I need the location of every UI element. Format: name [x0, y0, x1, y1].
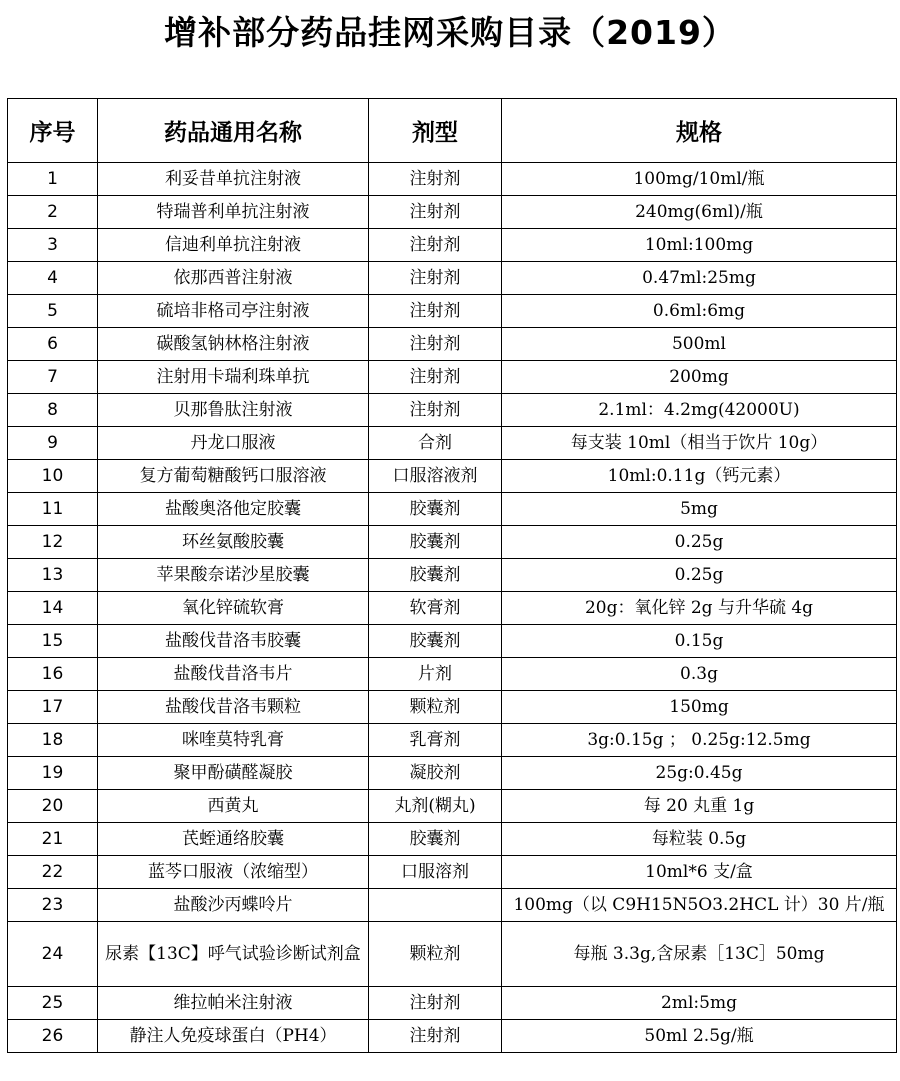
cell-name: 盐酸伐昔洛韦颗粒 [98, 691, 369, 724]
table-row [8, 328, 897, 361]
table-row [8, 295, 897, 328]
cell-no: 1 [8, 163, 98, 196]
header-form: 剂型 [369, 99, 502, 163]
cell-name: 硫培非格司亭注射液 [98, 295, 369, 328]
cell-spec: 50ml 2.5g/瓶 [502, 1020, 897, 1053]
cell-name: 芪蛭通络胶囊 [98, 823, 369, 856]
cell-no: 20 [8, 790, 98, 823]
cell-form: 软膏剂 [369, 592, 502, 625]
cell-no: 12 [8, 526, 98, 559]
table-row [8, 229, 897, 262]
table-row [8, 691, 897, 724]
cell-name: 注射用卡瑞利珠单抗 [98, 361, 369, 394]
cell-no: 7 [8, 361, 98, 394]
table-header-row [8, 99, 897, 163]
cell-form: 颗粒剂 [369, 691, 502, 724]
cell-spec: 0.15g [502, 625, 897, 658]
table-row [8, 856, 897, 889]
cell-form: 注射剂 [369, 295, 502, 328]
cell-name: 复方葡萄糖酸钙口服溶液 [98, 460, 369, 493]
cell-spec: 200mg [502, 361, 897, 394]
cell-form [369, 889, 502, 922]
table-row [8, 592, 897, 625]
table-row [8, 460, 897, 493]
cell-spec: 2ml:5mg [502, 987, 897, 1020]
cell-name: 盐酸伐昔洛韦胶囊 [98, 625, 369, 658]
cell-form: 乳膏剂 [369, 724, 502, 757]
cell-no: 9 [8, 427, 98, 460]
cell-spec: 0.3g [502, 658, 897, 691]
table-row [8, 394, 897, 427]
cell-spec: 150mg [502, 691, 897, 724]
cell-spec: 3g:0.15g ； 0.25g:12.5mg [502, 724, 897, 757]
table-row [8, 262, 897, 295]
cell-spec: 10ml*6 支/盒 [502, 856, 897, 889]
cell-name: 聚甲酚磺醛凝胶 [98, 757, 369, 790]
cell-spec: 500ml [502, 328, 897, 361]
cell-form: 胶囊剂 [369, 493, 502, 526]
cell-no: 6 [8, 328, 98, 361]
cell-name: 信迪利单抗注射液 [98, 229, 369, 262]
cell-name: 维拉帕米注射液 [98, 987, 369, 1020]
cell-spec: 5mg [502, 493, 897, 526]
cell-form: 胶囊剂 [369, 526, 502, 559]
cell-form: 口服溶液剂 [369, 460, 502, 493]
cell-spec: 每瓶 3.3g,含尿素［13C］50mg [502, 922, 897, 987]
cell-no: 22 [8, 856, 98, 889]
cell-form: 合剂 [369, 427, 502, 460]
table-row [8, 790, 897, 823]
header-no: 序号 [8, 99, 98, 163]
table-row [8, 757, 897, 790]
cell-spec: 0.25g [502, 526, 897, 559]
cell-form: 注射剂 [369, 328, 502, 361]
table-row [8, 196, 897, 229]
cell-name: 盐酸奥洛他定胶囊 [98, 493, 369, 526]
cell-spec: 240mg(6ml)/瓶 [502, 196, 897, 229]
table-row [8, 163, 897, 196]
cell-no: 11 [8, 493, 98, 526]
cell-no: 16 [8, 658, 98, 691]
page-title: 增补部分药品挂网采购目录（2019） [164, 13, 736, 52]
cell-spec: 每支装 10ml（相当于饮片 10g） [502, 427, 897, 460]
cell-form: 注射剂 [369, 262, 502, 295]
cell-name: 氧化锌硫软膏 [98, 592, 369, 625]
cell-spec: 0.25g [502, 559, 897, 592]
cell-no: 10 [8, 460, 98, 493]
cell-no: 4 [8, 262, 98, 295]
cell-no: 23 [8, 889, 98, 922]
table-row [8, 625, 897, 658]
table-row [8, 493, 897, 526]
cell-no: 2 [8, 196, 98, 229]
cell-no: 8 [8, 394, 98, 427]
table-row [8, 823, 897, 856]
header-name: 药品通用名称 [98, 99, 369, 163]
cell-name: 碳酸氢钠林格注射液 [98, 328, 369, 361]
cell-form: 注射剂 [369, 163, 502, 196]
cell-form: 丸剂(糊丸) [369, 790, 502, 823]
drug-table [7, 98, 897, 1053]
cell-no: 26 [8, 1020, 98, 1053]
table-row [8, 724, 897, 757]
cell-spec: 每粒装 0.5g [502, 823, 897, 856]
cell-spec: 2.1ml：4.2mg(42000U) [502, 394, 897, 427]
cell-form: 胶囊剂 [369, 823, 502, 856]
cell-spec: 10ml:0.11g（钙元素） [502, 460, 897, 493]
table-row [8, 526, 897, 559]
cell-spec: 每 20 丸重 1g [502, 790, 897, 823]
cell-form: 口服溶剂 [369, 856, 502, 889]
cell-form: 凝胶剂 [369, 757, 502, 790]
cell-name: 尿素【13C】呼气试验诊断试剂盒 [98, 922, 369, 987]
cell-name: 环丝氨酸胶囊 [98, 526, 369, 559]
cell-no: 18 [8, 724, 98, 757]
cell-form: 注射剂 [369, 229, 502, 262]
cell-no: 25 [8, 987, 98, 1020]
cell-no: 21 [8, 823, 98, 856]
cell-no: 3 [8, 229, 98, 262]
cell-spec: 20g：氧化锌 2g 与升华硫 4g [502, 592, 897, 625]
cell-name: 苹果酸奈诺沙星胶囊 [98, 559, 369, 592]
cell-name: 西黄丸 [98, 790, 369, 823]
cell-form: 胶囊剂 [369, 559, 502, 592]
cell-spec: 100mg/10ml/瓶 [502, 163, 897, 196]
cell-no: 17 [8, 691, 98, 724]
cell-name: 咪喹莫特乳膏 [98, 724, 369, 757]
cell-name: 依那西普注射液 [98, 262, 369, 295]
cell-form: 注射剂 [369, 394, 502, 427]
cell-name: 丹龙口服液 [98, 427, 369, 460]
cell-form: 注射剂 [369, 987, 502, 1020]
cell-name: 盐酸沙丙蝶呤片 [98, 889, 369, 922]
header-spec: 规格 [502, 99, 897, 163]
cell-name: 特瑞普利单抗注射液 [98, 196, 369, 229]
cell-spec: 10ml:100mg [502, 229, 897, 262]
cell-form: 胶囊剂 [369, 625, 502, 658]
cell-no: 15 [8, 625, 98, 658]
cell-no: 19 [8, 757, 98, 790]
cell-spec: 25g:0.45g [502, 757, 897, 790]
table-row [8, 987, 897, 1020]
cell-form: 注射剂 [369, 196, 502, 229]
cell-spec: 0.6ml:6mg [502, 295, 897, 328]
cell-form: 注射剂 [369, 1020, 502, 1053]
cell-name: 贝那鲁肽注射液 [98, 394, 369, 427]
cell-spec: 100mg（以 C9H15N5O3.2HCL 计）30 片/瓶 [502, 889, 897, 922]
cell-spec: 0.47ml:25mg [502, 262, 897, 295]
table-row [8, 658, 897, 691]
table-row [8, 889, 897, 922]
cell-no: 5 [8, 295, 98, 328]
cell-form: 片剂 [369, 658, 502, 691]
cell-no: 13 [8, 559, 98, 592]
table-row [8, 427, 897, 460]
cell-no: 24 [8, 922, 98, 987]
table-row [8, 1020, 897, 1053]
table-row [8, 922, 897, 987]
table-row [8, 361, 897, 394]
cell-form: 注射剂 [369, 361, 502, 394]
cell-name: 利妥昔单抗注射液 [98, 163, 369, 196]
table-row [8, 559, 897, 592]
cell-form: 颗粒剂 [369, 922, 502, 987]
cell-no: 14 [8, 592, 98, 625]
cell-name: 蓝芩口服液（浓缩型） [98, 856, 369, 889]
cell-name: 盐酸伐昔洛韦片 [98, 658, 369, 691]
cell-name: 静注人免疫球蛋白（PH4） [98, 1020, 369, 1053]
